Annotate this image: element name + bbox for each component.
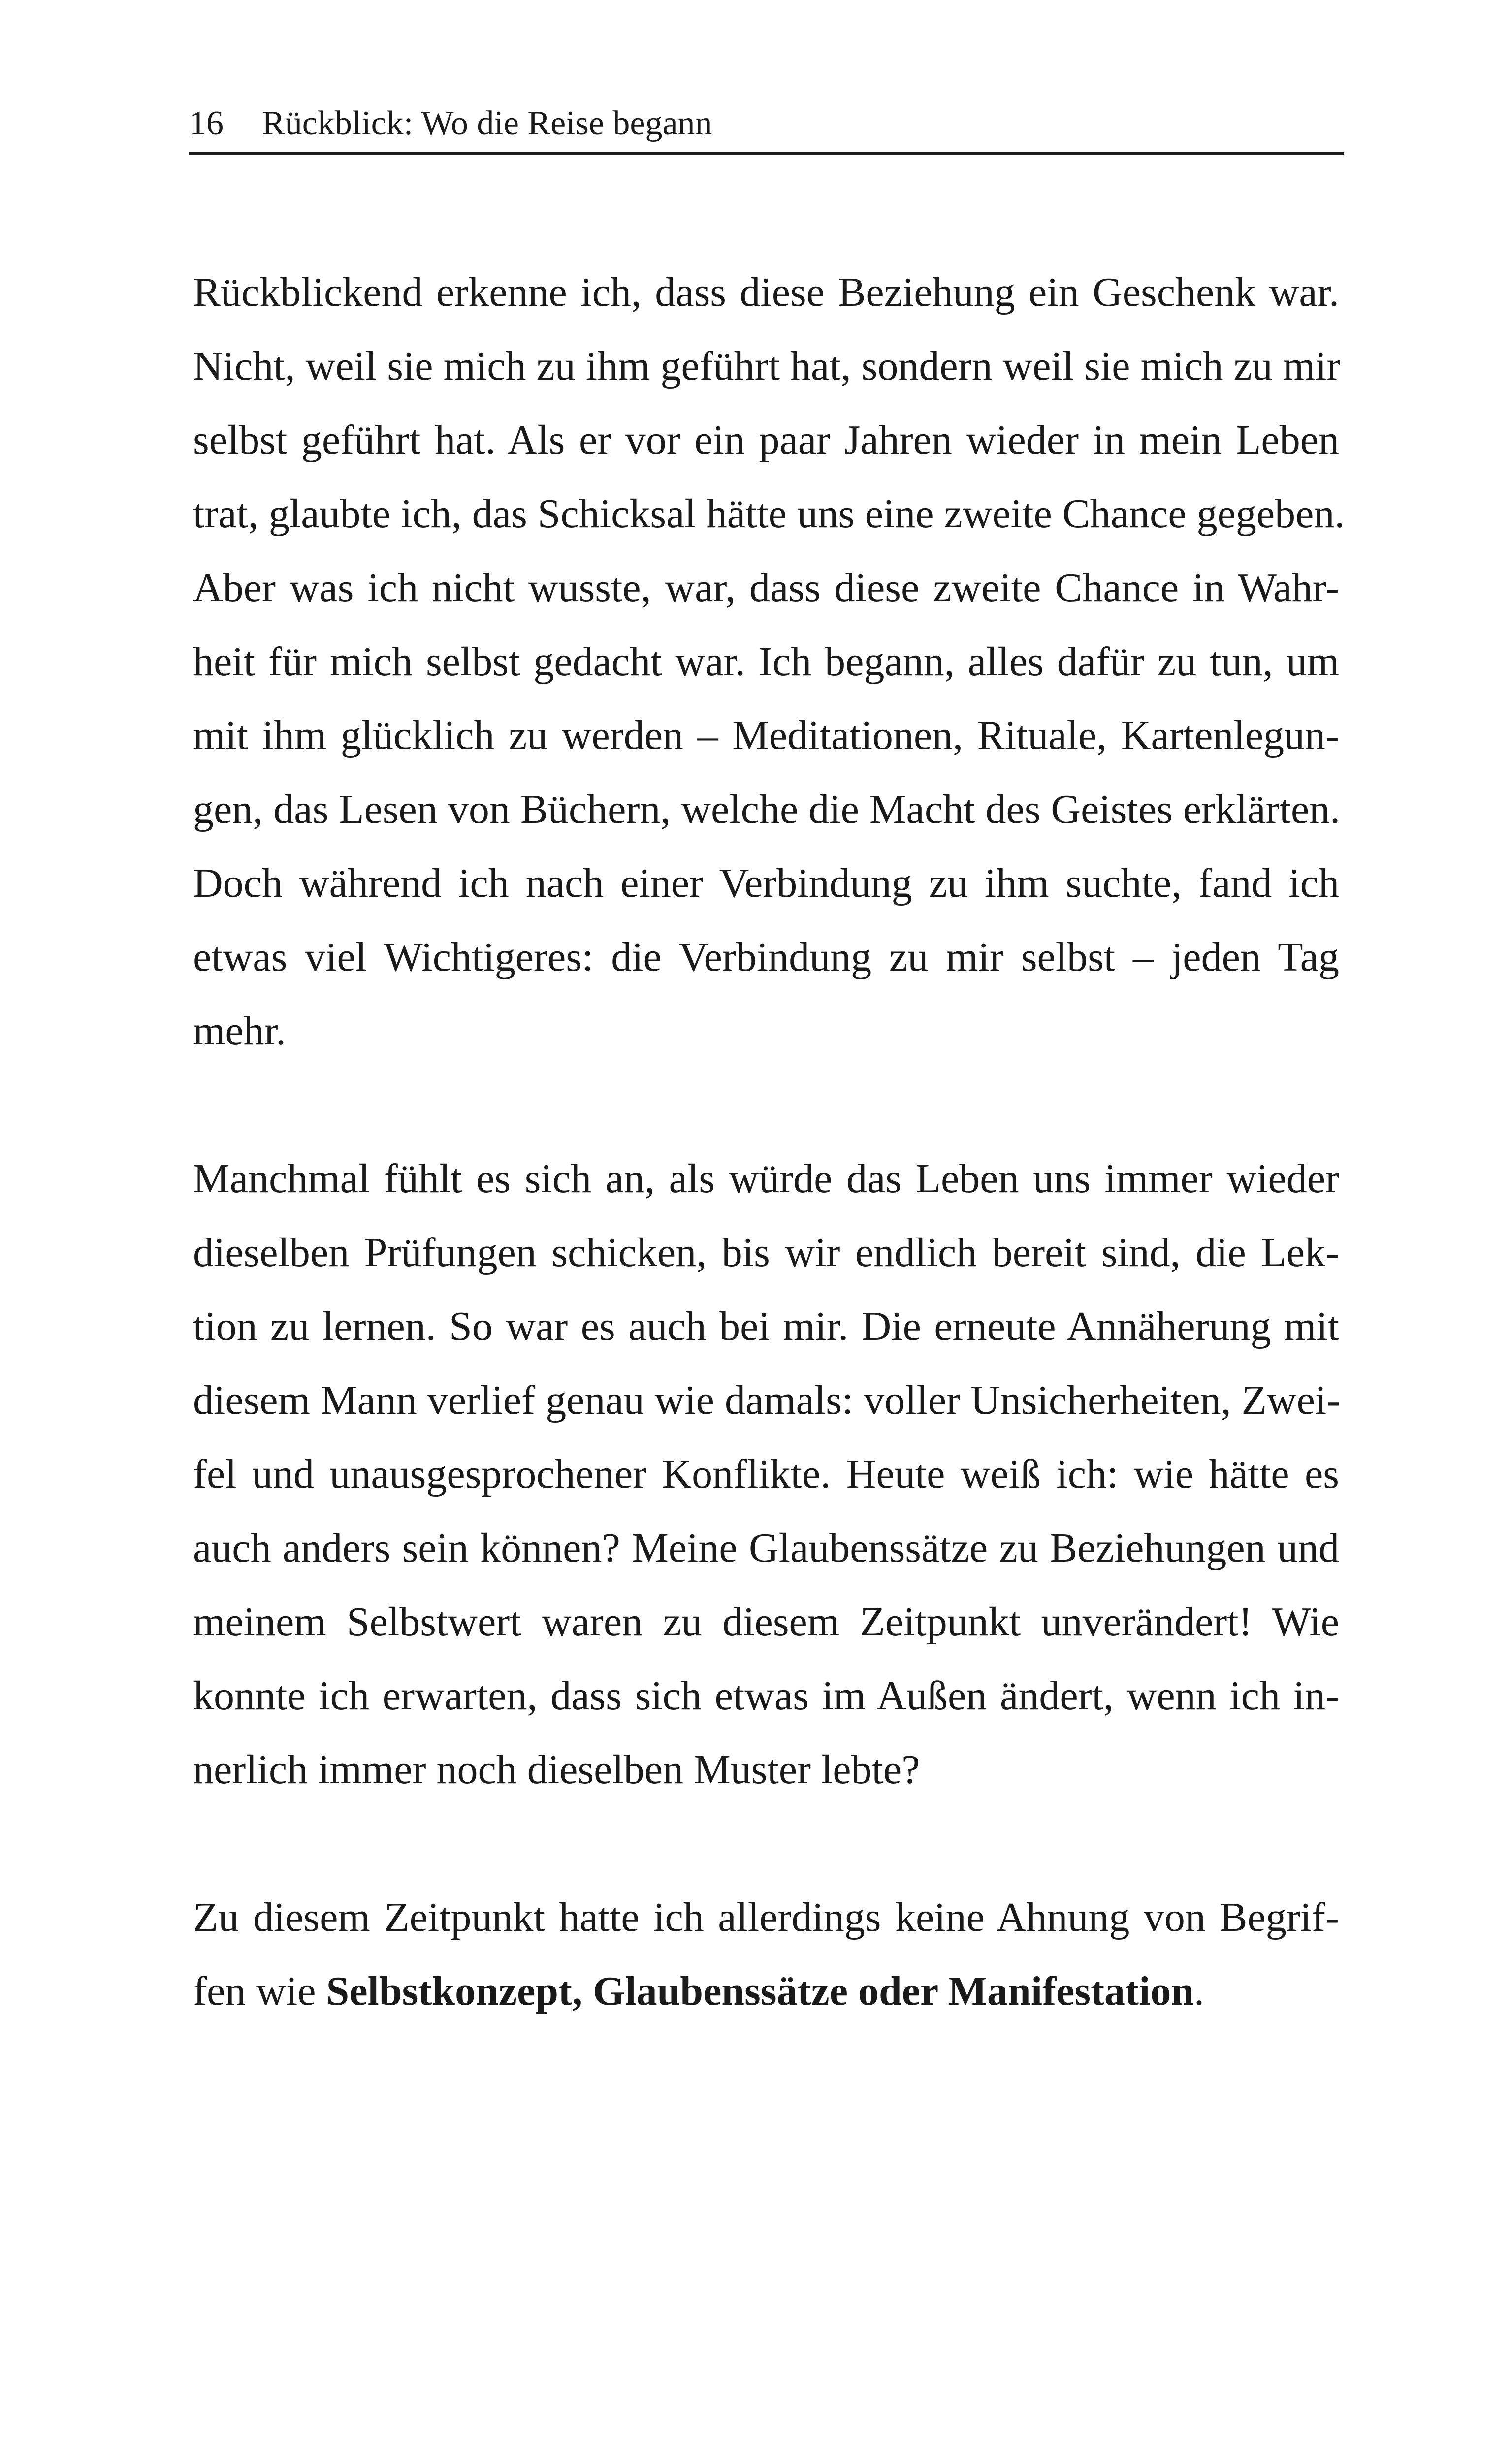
text-line: dieselben Prüfungen schicken, bis wir endlich bereit sind, die Lek- <box>193 1230 1339 1275</box>
text-line: Manchmal fühlt es sich an, als würde das Leben uns immer wieder <box>193 1156 1339 1202</box>
running-title: Rückblick: Wo die Reise begann <box>262 104 712 142</box>
text-line: trat, glaubte ich, das Schicksal hätte uns eine zweite Chance gegeben. <box>193 491 1345 537</box>
text-line: etwas viel Wichtigeres: die Verbindung zu mir selbst – jeden Tag <box>193 934 1339 980</box>
text-line: mit ihm glücklich zu werden – Meditationen, Rituale, Kartenlegun- <box>193 713 1339 758</box>
paragraph-1 <box>193 256 1345 1068</box>
text-line: Rückblickend erkenne ich, dass diese Beziehung ein Geschenk war. <box>193 269 1339 315</box>
text-line: diesem Mann verlief genau wie damals: voller Unsicherheiten, Zwei- <box>193 1377 1341 1423</box>
emphasized-terms: Selbstkonzept, Glaubenssätze oder Manifestation <box>326 1968 1194 2014</box>
text-line: tion zu lernen. So war es auch bei mir. Die erneute Annäherung mit <box>193 1303 1339 1349</box>
text-line: selbst geführt hat. Als er vor ein paar Jahren wieder in mein Leben <box>193 417 1339 463</box>
paragraph-2 <box>193 1142 1339 1807</box>
text-line: gen, das Lesen von Büchern, welche die Macht des Geistes erklärten. <box>193 786 1341 832</box>
text-line: heit für mich selbst gedacht war. Ich begann, alles dafür zu tun, um <box>193 639 1339 684</box>
running-header <box>189 101 1344 155</box>
text-run: . <box>1194 1968 1205 2014</box>
text-line: fel und unausgesprochener Konflikte. Heute weiß ich: wie hätte es <box>193 1451 1339 1497</box>
text-line: auch anders sein können? Meine Glaubenssätze zu Beziehungen und <box>193 1525 1339 1571</box>
text-line: Zu diesem Zeitpunkt hatte ich allerdings keine Ahnung von Begrif- <box>193 1894 1339 1940</box>
page-number: 16 <box>189 104 224 142</box>
text-line: nerlich immer noch dieselben Muster lebte? <box>193 1747 920 1792</box>
text-line: Nicht, weil sie mich zu ihm geführt hat, sondern weil sie mich zu mir <box>193 343 1341 389</box>
text-line: Aber was ich nicht wusste, war, dass diese zweite Chance in Wahr- <box>193 565 1339 611</box>
text-line: meinem Selbstwert waren zu diesem Zeitpunkt unverändert! Wie <box>193 1599 1339 1645</box>
text-line: Doch während ich nach einer Verbindung zu ihm suchte, fand ich <box>193 860 1339 906</box>
text-line-with-emphasis <box>193 1954 1339 2028</box>
text-run: fen wie <box>193 1968 326 2014</box>
body-text <box>193 256 1345 2028</box>
text-line: mehr. <box>193 1008 286 1054</box>
text-line: konnte ich erwarten, dass sich etwas im Außen ändert, wenn ich in- <box>193 1673 1339 1719</box>
paragraph-3 <box>193 1881 1339 2028</box>
